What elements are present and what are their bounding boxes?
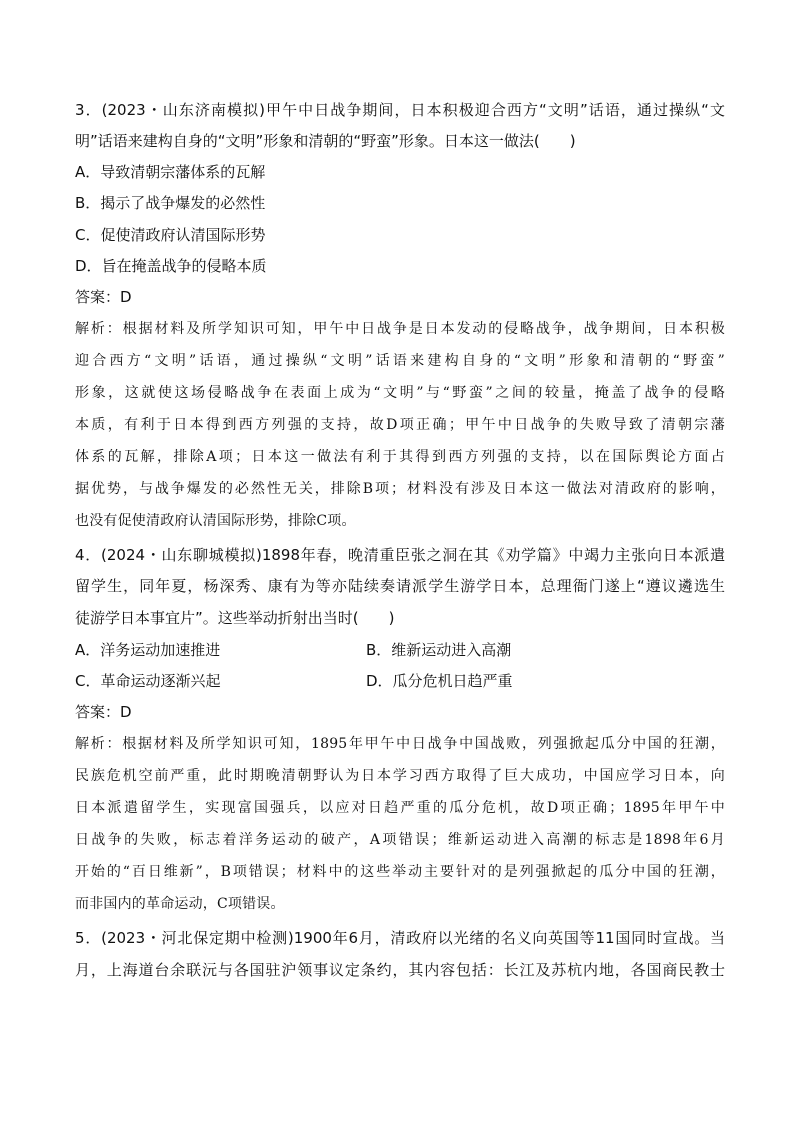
- q4-analysis-line-3: 日本派遣留学生，实现富国强兵，以应对日趋严重的瓜分危机，故D项正确；1895年甲午中: [75, 800, 725, 816]
- q3-option-d: D．旨在掩盖战争的侵略本质: [75, 257, 267, 275]
- q4-answer: 答案：D: [75, 703, 132, 721]
- q5-stem-line-2: 月，上海道台余联沅与各国驻沪领事议定条约，其内容包括：长江及苏杭内地，各国商民教士: [75, 961, 725, 979]
- q3-analysis-line-3: 形象，这就使这场侵略战争在表面上成为“文明”与“野蛮”之间的较量，掩盖了战争的侵略: [75, 385, 725, 401]
- q4-analysis-line-1: 解析：根据材料及所学知识可知，1895年甲午中日战争中国战败，列强掀起瓜分中国的狂潮，: [75, 736, 725, 752]
- q3-stem-line-2: 明”话语来建构自身的“文明”形象和清朝的“野蛮”形象。日本这一做法( ): [75, 132, 576, 150]
- q4-analysis-line-2: 民族危机空前严重，此时期晚清朝野认为日本学习西方取得了巨大成功，中国应学习日本，向: [75, 768, 725, 784]
- q3-stem-line-1: 3．(2023・山东济南模拟)甲午中日战争期间，日本积极迎合西方“文明”话语，通过操纵“文: [75, 101, 725, 119]
- q3-analysis-line-2: 迎合西方“文明”话语，通过操纵“文明”话语来建构自身的“文明”形象和清朝的“野蛮”: [75, 353, 725, 369]
- q4-analysis-line-6: 而非国内的革命运动，C项错误。: [75, 896, 285, 912]
- q4-option-d: D．瓜分危机日趋严重: [366, 672, 513, 690]
- q5-stem-line-1: 5．(2023・河北保定期中检测)1900年6月，清政府以光绪的名义向英国等11国同时宣战。当: [75, 929, 725, 947]
- q4-stem-line-3: 徒游学日本事宜片”。这些举动折射出当时( ): [75, 609, 395, 627]
- q4-option-a: A．洋务运动加速推进: [75, 641, 221, 659]
- q3-option-b: B．揭示了战争爆发的必然性: [75, 194, 266, 212]
- q3-option-a: A．导致清朝宗藩体系的瓦解: [75, 163, 266, 181]
- q3-answer: 答案：D: [75, 288, 132, 306]
- q4-analysis-line-5: 开始的“百日维新”，B项错误；材料中的这些举动主要针对的是列强掀起的瓜分中国的狂潮，: [75, 864, 726, 880]
- q4-stem-line-1: 4．(2024・山东聊城模拟)1898年春，晚清重臣张之洞在其《劝学篇》中竭力主张向日本派遣: [75, 546, 725, 564]
- q3-analysis-line-1: 解析：根据材料及所学知识可知，甲午中日战争是日本发动的侵略战争，战争期间，日本积极: [75, 321, 725, 337]
- q3-analysis-line-5: 体系的瓦解，排除A项；日本这一做法有利于其得到西方列强的支持，以在国际舆论方面占: [75, 449, 725, 465]
- q3-option-c: C．促使清政府认清国际形势: [75, 226, 266, 244]
- q4-option-c: C．革命运动逐渐兴起: [75, 672, 221, 690]
- q3-analysis-line-7: 也没有促使清政府认清国际形势，排除C项。: [75, 513, 356, 529]
- q4-stem-line-2: 留学生，同年夏，杨深秀、康有为等亦陆续奏请派学生游学日本，总理衙门遂上“遵议遴选生: [75, 577, 725, 595]
- q4-analysis-line-4: 日战争的失败，标志着洋务运动的破产，A项错误；维新运动进入高潮的标志是1898年6月: [75, 832, 725, 848]
- q3-analysis-line-4: 本质，有利于日本得到西方列强的支持，故D项正确；甲午中日战争的失败导致了清朝宗藩: [75, 417, 725, 433]
- q4-option-b: B．维新运动进入高潮: [366, 641, 512, 659]
- q3-analysis-line-6: 据优势，与战争爆发的必然性无关，排除B项；材料没有涉及日本这一做法对清政府的影响，: [75, 481, 725, 497]
